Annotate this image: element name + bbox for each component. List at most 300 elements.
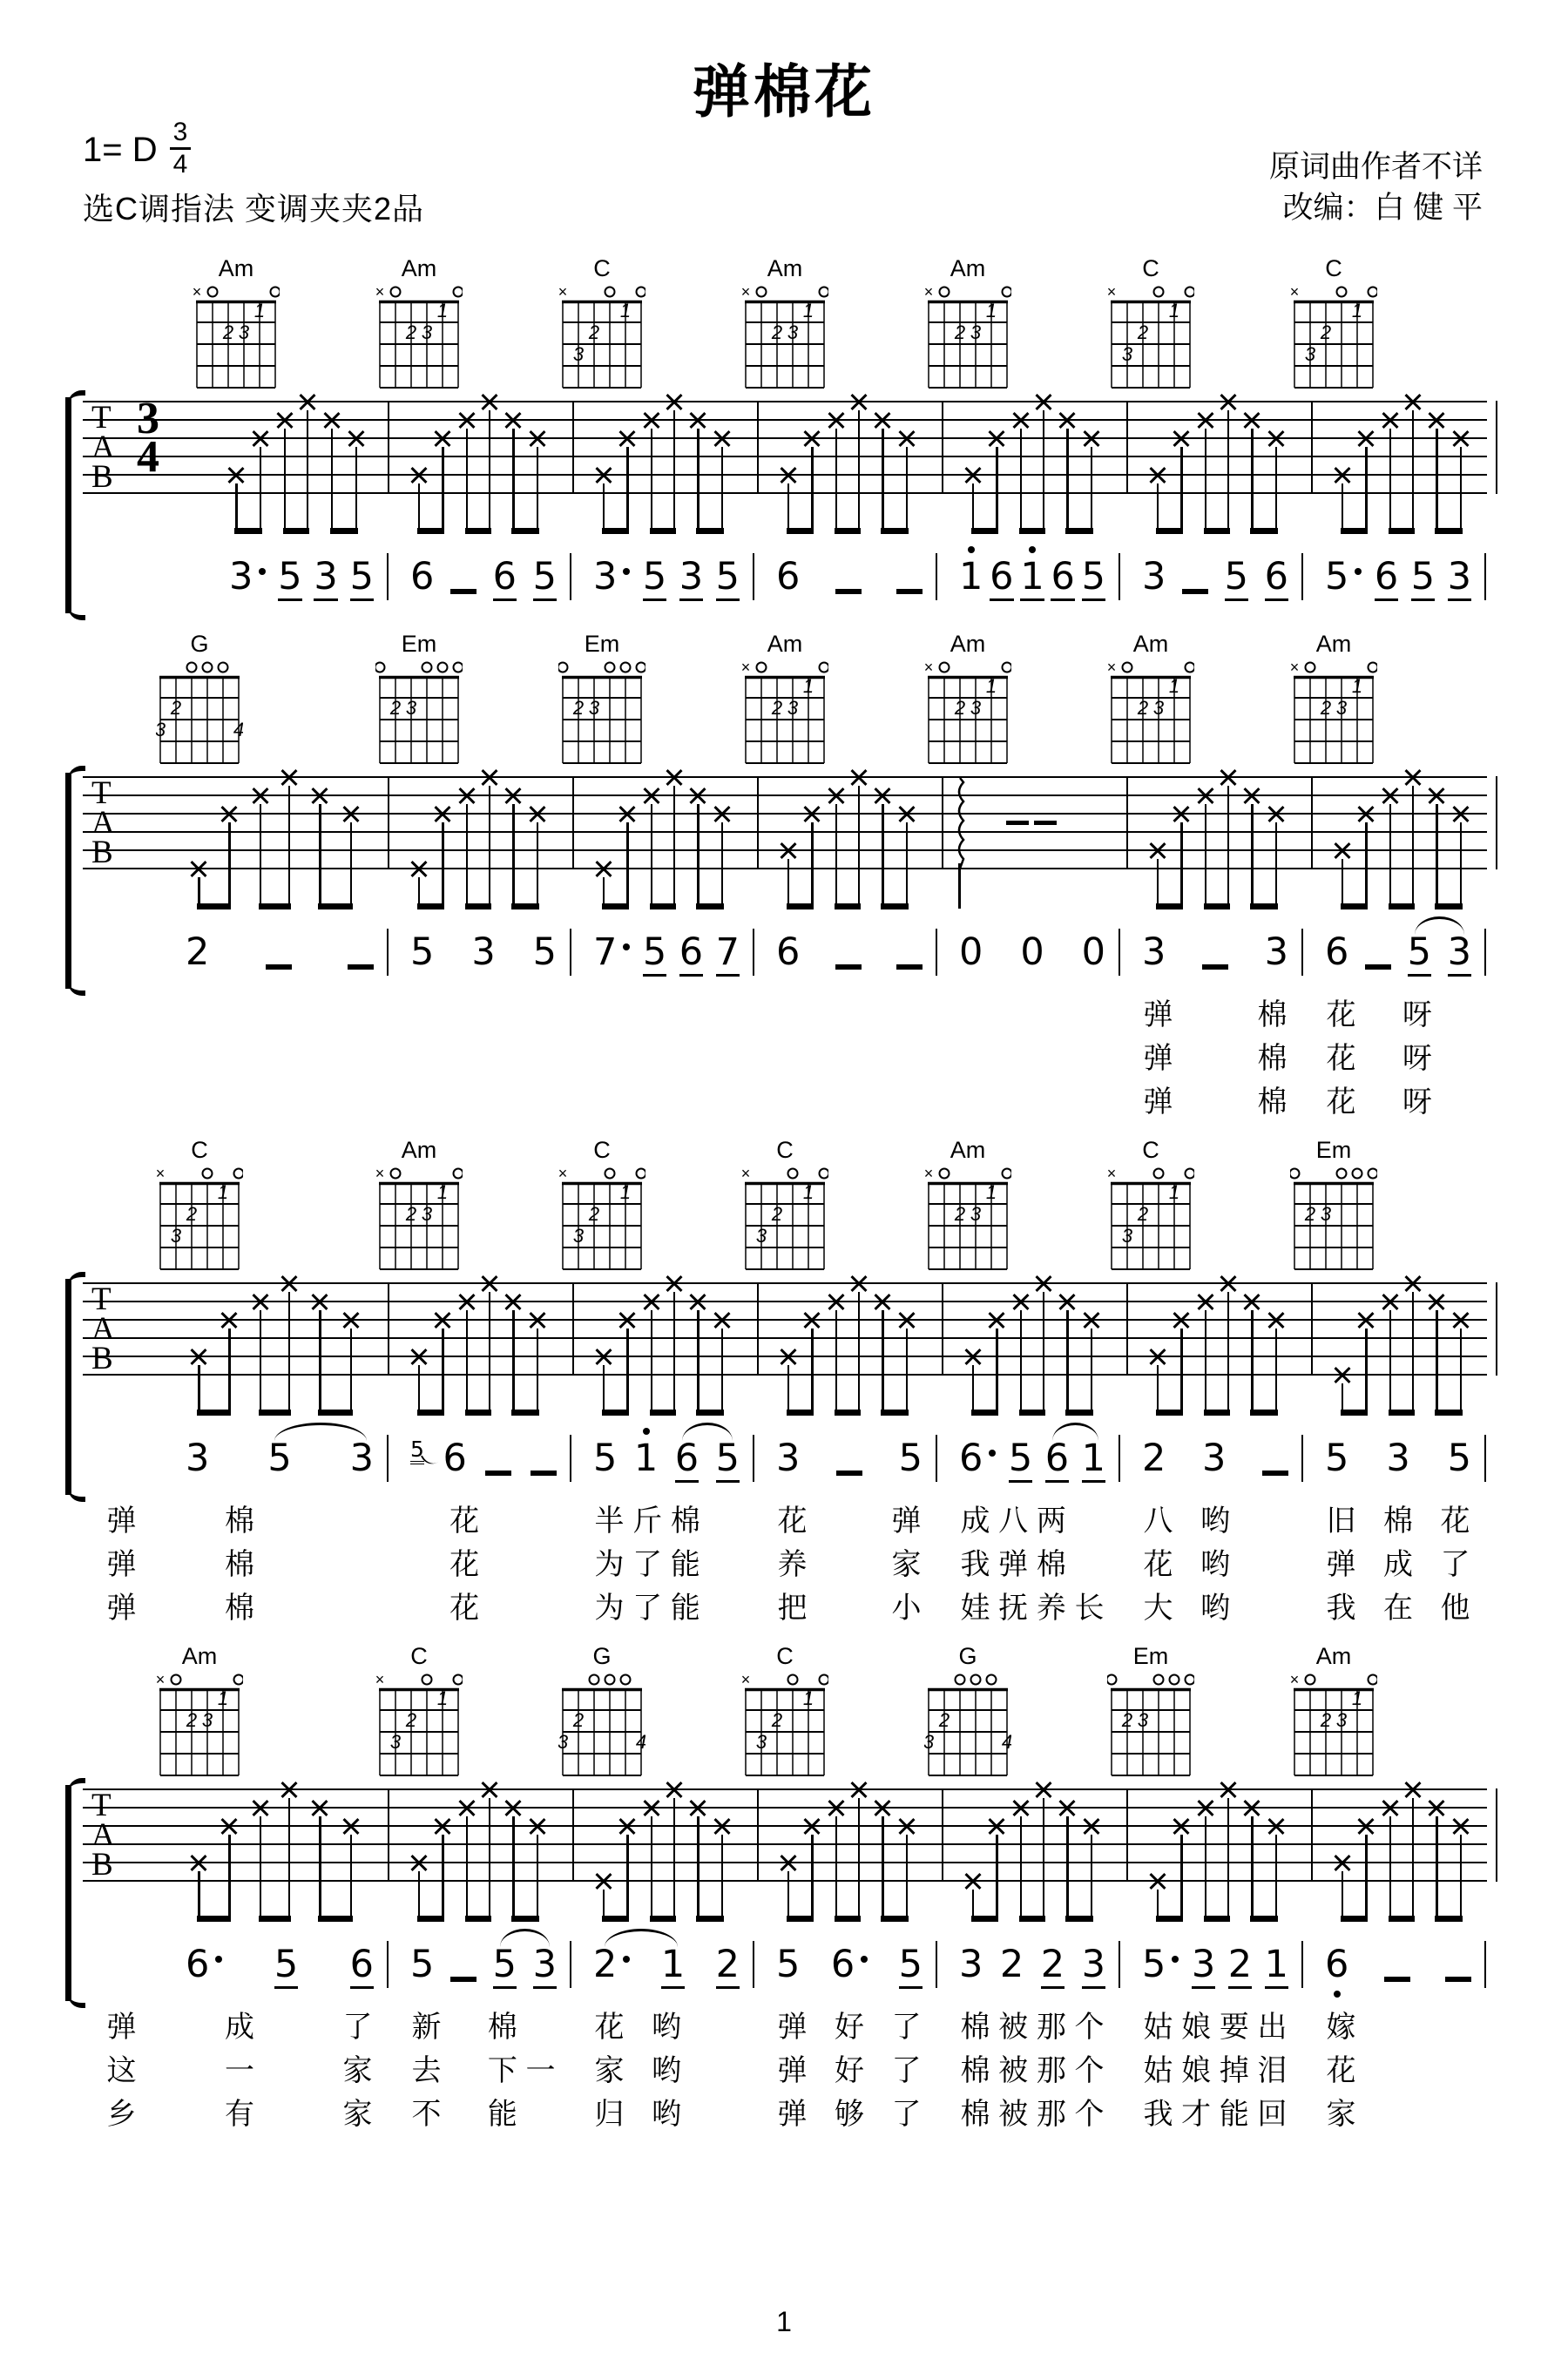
strum-x-icon [1333,841,1352,860]
note-stem [1205,1816,1207,1916]
lyric-syllable: 在 [1383,1592,1413,1625]
note-stem [418,1871,421,1916]
svg-text:3: 3 [588,697,600,719]
lyric-syllable: 被 [998,2011,1029,2044]
lyrics-measure [754,995,936,1035]
jianpu-note: 5 [1142,1946,1179,1984]
tab-measure [1128,1282,1313,1376]
note-stem [1436,1816,1438,1916]
jianpu-dash [1384,1977,1410,1982]
time-signature-fraction [170,118,192,178]
eighth-beam [1204,528,1230,534]
strum-x-icon [1011,1798,1031,1817]
strum-x-icon [504,786,523,805]
strum-x-icon [1403,767,1423,787]
lyrics-measure [754,1588,936,1628]
jianpu-measure [1302,1426,1485,1498]
jianpu-note: 6 [679,934,703,977]
svg-text:×: × [156,1165,166,1182]
time-sig-denominator: 4 [137,432,159,482]
jianpu-note: 2 [716,1946,740,1989]
svg-text:2: 2 [405,1709,417,1731]
strum-x-icon [1011,410,1031,429]
note-stem [1436,1310,1438,1410]
strum-x-icon [280,1274,299,1293]
tie-arc [605,1929,678,1947]
strum-x-icon [504,1292,523,1311]
note-stem [673,1798,676,1916]
svg-text:×: × [1290,1671,1300,1688]
eighth-beam [787,1410,814,1416]
chord-name: C [1142,255,1159,281]
eighth-beam [1204,1916,1230,1922]
svg-text:4: 4 [1001,1731,1011,1753]
strum-x-icon [433,1816,452,1836]
strum-x-icon [310,1292,329,1311]
chord-cell [1107,631,1302,776]
eighth-beam [1341,1916,1369,1922]
jianpu-measure [754,1426,936,1498]
svg-text:3: 3 [755,1731,767,1753]
note-stem [1066,1816,1069,1916]
svg-text:3: 3 [970,1203,982,1225]
lyric-syllable [1382,2094,1415,2134]
eighth-beam [1435,1410,1463,1416]
lyric-syllable: 被 [998,2054,1029,2087]
lyric-syllable [1256,1545,1288,1585]
tab-measure [1313,776,1497,869]
chord-grid-icon [156,1165,243,1273]
strum-x-icon [1267,804,1286,823]
svg-text:×: × [924,659,934,676]
chord-name: Am [950,1137,986,1163]
note-stem [858,1292,861,1410]
note-stem [835,804,838,903]
svg-text:2: 2 [222,321,234,343]
note-stem [418,1365,421,1410]
strum-x-icon [1356,1816,1375,1836]
svg-text:2: 2 [186,1203,198,1225]
svg-text:3: 3 [970,697,982,719]
jianpu-note: 6 [959,1440,996,1477]
note-stem [198,877,200,903]
lyric-syllable: 弹 [1143,998,1173,1031]
svg-text:3: 3 [1121,343,1133,365]
jianpu-note: 3 [1386,1437,1410,1480]
chord-diagram [924,255,1011,396]
note-stem [1275,822,1278,903]
chord-cell [741,1137,936,1282]
eighth-beam [1341,528,1369,534]
lyrics-row [83,2007,1487,2047]
lyric-syllable: 花 [1440,1504,1470,1538]
jianpu-note: 3 [1082,1946,1105,1989]
strum-x-icon [433,804,452,823]
lyric-syllable: 个 [1074,2011,1105,2044]
jianpu-note: 3 [776,1437,801,1480]
strum-x-icon [528,1816,547,1836]
eighth-beam [318,903,352,909]
lyric-syllable: 棉 [1257,1042,1288,1075]
note-stem [673,410,676,528]
strum-x-icon [480,767,499,787]
svg-text:2: 2 [1320,321,1332,343]
system-body [83,1788,1487,2134]
chord-diagram [1107,1643,1194,1783]
jianpu-note: 5 [899,1946,923,1989]
tab-measure [389,1788,574,1882]
lyric-syllable: 那 [1036,2011,1066,2044]
note-stem [1365,447,1368,528]
tab-measure [574,1788,759,1882]
jianpu-note: 0 [1081,930,1105,974]
svg-text:×: × [924,283,934,301]
lyrics-measure [388,1545,571,1585]
chord-name: C [593,255,611,281]
eighth-beam [259,1410,291,1416]
eighth-beam [971,528,999,534]
strum-x-icon [688,1798,707,1817]
strum-x-icon [341,1310,361,1329]
tab-letter: T [91,400,112,436]
lyric-syllable: 花 [449,1504,480,1538]
lyric-syllable: 了 [891,2054,922,2087]
note-stem [882,1816,884,1916]
svg-text:3: 3 [238,321,250,343]
note-stem [288,786,291,903]
lyric-syllable [1363,1038,1396,1078]
note-stem [466,1310,469,1410]
jianpu-note: 0 [959,930,983,974]
lyrics-measure [388,2094,571,2134]
lyrics-measure [83,995,388,1035]
lyrics-measure [754,1038,936,1078]
jianpu-measure [388,1932,571,2004]
lyric-syllable [1439,995,1471,1035]
note-stem [260,447,262,528]
chord-cell [571,631,754,776]
strum-x-icon [528,1310,547,1329]
lyric-syllable: 抚 [998,1592,1029,1625]
jianpu-note: 3 [593,558,630,596]
lyrics-row [83,1501,1487,1541]
jianpu-dash [1262,1471,1288,1476]
svg-text:×: × [375,1671,385,1688]
strum-x-icon [457,1292,476,1311]
tie-arc [1415,916,1464,935]
lyric-syllable: 回 [1257,2098,1288,2131]
lyric-syllable: 归 [594,2098,625,2131]
note-stem [1389,804,1392,903]
note-stem [906,822,909,903]
eighth-beam [787,528,814,534]
note-stem [811,1329,814,1410]
strum-x-icon [1333,1365,1352,1384]
strum-x-icon [433,1310,452,1329]
eighth-beam [259,1916,291,1922]
jianpu-dash [835,964,862,970]
strum-x-icon [713,804,732,823]
svg-text:3: 3 [1335,1709,1348,1731]
note-stem [466,804,469,903]
chord-diagram [558,1137,645,1277]
dot-right-icon [861,1956,868,1963]
strum-x-icon [280,767,299,787]
strum-x-icon [1011,1292,1031,1311]
lyric-syllable: 不 [411,2098,442,2131]
lyric-syllable: 嫁 [1326,2011,1356,2044]
note-stem [355,447,358,528]
lyric-syllable: 才 [1181,2098,1212,2131]
eighth-beam [283,528,309,534]
lyric-syllable [341,1545,374,1585]
svg-text:×: × [558,1165,568,1182]
note-stem [906,1329,909,1410]
eighth-beam [650,1410,676,1416]
lyrics-measure [936,2094,1119,2134]
note-stem [1365,1835,1368,1916]
svg-text:3: 3 [1137,1709,1149,1731]
chord-name: Am [1132,631,1169,657]
chord-diagram [1290,255,1377,396]
chord-name: C [776,1643,794,1669]
note-stem [1412,786,1415,903]
jianpu-note: 1 [1020,558,1044,601]
lyric-syllable: 呀 [1402,998,1432,1031]
strum-x-icon [280,1780,299,1799]
chord-diagram [924,1643,1011,1783]
jianpu-note: 3 [1142,930,1166,974]
lyrics-measure [83,2007,388,2047]
tie-arc [1052,1423,1098,1441]
chord-cell [558,255,754,401]
lyrics-measure [1119,2051,1302,2091]
note-stem [1436,804,1438,903]
strum-x-icon [1381,1292,1400,1311]
lyrics-measure [83,2094,388,2134]
lyric-syllable: 我 [1143,2098,1173,2131]
eighth-beam [835,1916,861,1922]
note-stem [996,1329,998,1410]
chord-diagram [375,631,463,771]
tab-measure [574,401,759,494]
chord-grid-icon [558,283,645,391]
jianpu-measure [1302,544,1485,616]
strum-x-icon [987,1310,1006,1329]
lyrics-row [83,2094,1487,2134]
note-stem [1227,1798,1230,1916]
jianpu-row [83,920,1487,991]
lyrics-measure [1302,1588,1485,1628]
eighth-beam [650,1916,676,1922]
chord-cell [924,255,1119,401]
note-stem [442,822,444,903]
chord-cell [741,1643,936,1788]
strum-x-icon [873,786,892,805]
lyric-syllable: 八 [998,1504,1029,1538]
chord-name: Am [1315,631,1352,657]
note-stem [228,1835,231,1916]
lyric-syllable: 弹 [106,1592,137,1625]
note-stem [1157,859,1159,903]
jianpu-dash [1182,589,1208,594]
lyric-syllable: 棉 [1257,1085,1288,1119]
eighth-beam [696,1916,724,1922]
lyrics-measure [936,1501,1119,1541]
lyric-syllable: 棉 [225,1504,254,1538]
lyric-syllable: 弹 [1326,1548,1356,1581]
tab-letter: T [91,1281,112,1317]
note-stem [1180,822,1183,903]
jianpu-note: 3 [1448,558,1471,601]
eighth-beam [1435,528,1463,534]
jianpu-note: 3 [1448,934,1471,977]
note-stem [787,1871,790,1916]
jianpu-note: 5 [350,558,374,601]
lyrics-measure [936,1588,1119,1628]
strum-x-icon [688,410,707,429]
lyrics-measure [571,995,754,1035]
system-bracket [65,397,71,613]
strum-x-icon [1172,804,1191,823]
jianpu-dash [485,1471,511,1476]
jianpu-dash [1365,964,1391,970]
note-stem [1205,429,1207,528]
note-stem [697,804,700,903]
chord-grid-icon [1290,1671,1377,1779]
svg-text:2: 2 [389,697,402,719]
jianpu-note: 5 [1447,1437,1471,1480]
chord-name: Em [401,631,437,657]
jianpu-note: 5 [1325,1437,1349,1480]
eighth-beam [1250,1410,1278,1416]
tie-arc [682,1423,733,1441]
chord-cell [924,1137,1119,1282]
jianpu-note: 5 [267,1437,292,1480]
lyrics-measure [1119,1545,1302,1585]
svg-text:1: 1 [436,1687,449,1709]
note-stem [489,1798,491,1916]
jianpu-measure [1302,1932,1485,2004]
chord-row [83,1137,1487,1282]
system-bracket [65,773,71,989]
note-stem [1342,1871,1344,1916]
jianpu-note: 3 [1142,555,1166,598]
svg-text:4: 4 [233,719,243,740]
dot-above-icon [643,1428,650,1435]
strum-x-icon [1148,1871,1167,1890]
jianpu-measure [754,544,936,616]
note-stem [1460,447,1463,528]
note-stem [1043,1798,1045,1916]
lyric-syllable: 旧 [1326,1504,1356,1538]
chord-cell [388,631,571,776]
jianpu-note: 5 [1082,558,1105,601]
svg-text:2: 2 [938,1709,950,1731]
dot-above-icon [1029,546,1036,553]
chord-cell [741,631,936,776]
jianpu-measure [83,1932,388,2004]
strum-x-icon [1058,410,1077,429]
strum-x-icon [802,1310,821,1329]
chord-diagram [1290,1643,1377,1783]
svg-text:3: 3 [405,697,417,719]
lyrics-measure [936,1038,1119,1078]
note-stem [906,447,909,528]
lyrics-measure [936,995,1119,1035]
tab-measure [1313,401,1497,494]
strum-x-icon [409,1347,429,1366]
strum-x-icon [1034,1780,1053,1799]
jianpu-dash [896,589,923,594]
note-stem [651,804,653,903]
lyric-syllable: 弹 [1143,1085,1173,1119]
strum-x-icon [665,1274,684,1293]
lyric-syllable: 姑 [1143,2054,1173,2087]
tab-measure [83,401,389,494]
lyric-syllable: 斤 [632,1504,663,1538]
strum-x-icon [618,429,637,448]
lyric-syllable: 他 [1440,1592,1470,1625]
strum-x-icon [618,1816,637,1836]
jianpu-dash [896,964,923,970]
lyric-syllable [524,2094,557,2134]
strum-x-icon [802,804,821,823]
lyrics-measure [1302,2051,1485,2091]
lyric-syllable: 娘 [1181,2054,1212,2087]
strum-x-icon [1219,1274,1238,1293]
tab-measure [574,776,759,869]
note-stem [1227,410,1230,528]
tab-letter: T [91,1788,112,1823]
lyric-syllable [707,1588,740,1628]
lyric-syllable: 棉 [960,2011,990,2044]
rest-dash [1006,821,1029,825]
note-stem [906,1835,909,1916]
eighth-beam [465,1410,491,1416]
lyric-syllable: 花 [1326,1042,1356,1075]
strum-x-icon [1242,1798,1261,1817]
strum-x-icon [322,410,341,429]
jianpu-row [83,1426,1487,1498]
strum-x-icon [987,1816,1006,1836]
note-stem [811,447,814,528]
tab-measure [1128,776,1313,869]
lyrics-measure [388,1082,571,1122]
svg-text:3: 3 [787,321,799,343]
note-stem [260,1816,262,1916]
strum-x-icon [220,804,239,823]
svg-text:1: 1 [802,300,814,321]
eighth-beam [650,903,676,909]
strum-x-icon [713,1816,732,1836]
strum-x-icon [457,410,476,429]
note-stem [288,1292,291,1410]
strum-x-icon [642,786,661,805]
lyric-syllable: 去 [411,2054,442,2087]
strum-x-icon [1403,392,1423,411]
eighth-beam [1341,1410,1369,1416]
chord-grid-icon [1290,283,1377,391]
lyric-syllable: 弹 [1143,1042,1173,1075]
tab-staff [83,776,1487,869]
strum-x-icon [409,465,429,484]
lyrics-measure [83,1082,388,1122]
jianpu-note: 5 [593,1437,618,1480]
lyrics-measure [1302,1082,1485,1122]
tab-measure [943,401,1128,494]
note-stem [489,786,491,903]
